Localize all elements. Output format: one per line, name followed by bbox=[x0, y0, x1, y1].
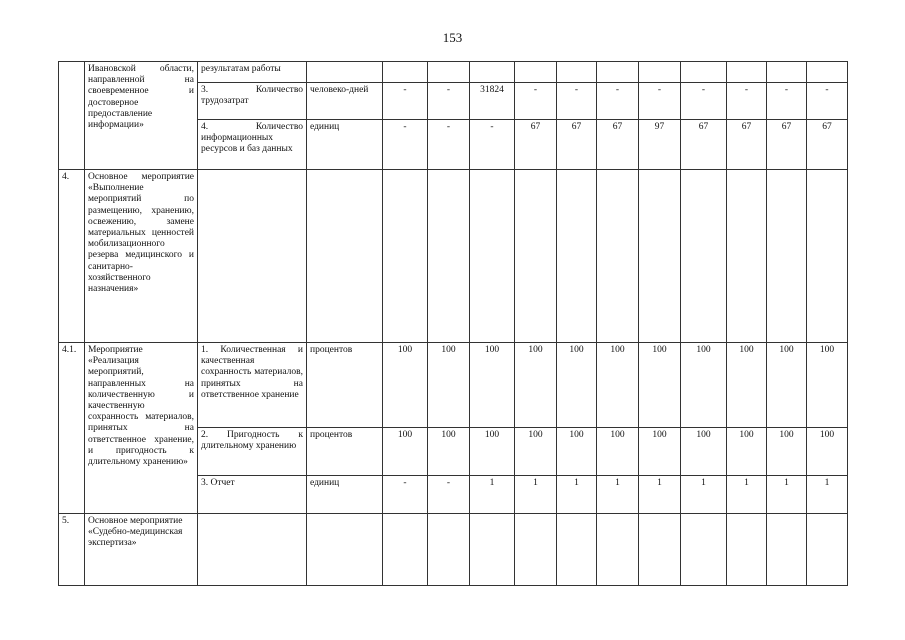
value-cell bbox=[807, 62, 848, 83]
value-cell bbox=[383, 170, 428, 343]
value-cell: - bbox=[557, 83, 597, 120]
table-row bbox=[59, 170, 848, 343]
value-cell: - bbox=[383, 120, 428, 170]
measure-name-cell: Ивановской области, направленной на своевременное и достоверное предоставление информации» bbox=[85, 62, 198, 170]
unit-cell bbox=[307, 170, 383, 343]
number-cell: 4. bbox=[59, 170, 85, 343]
table-row bbox=[59, 514, 848, 586]
value-cell: 1 bbox=[727, 476, 767, 514]
value-cell bbox=[807, 514, 848, 586]
value-cell: - bbox=[767, 83, 807, 120]
value-cell: 100 bbox=[428, 428, 470, 476]
indicator-cell: 3. Отчет bbox=[198, 476, 307, 514]
value-cell: 100 bbox=[428, 343, 470, 428]
value-cell: - bbox=[428, 476, 470, 514]
value-cell bbox=[515, 514, 557, 586]
value-cell: 100 bbox=[470, 343, 515, 428]
value-cell bbox=[681, 62, 727, 83]
indicator-cell bbox=[198, 170, 307, 343]
measure-name-cell: Основное мероприятие «Судебно-медицинская экспертиза» bbox=[85, 514, 198, 586]
value-cell bbox=[639, 170, 681, 343]
value-cell bbox=[767, 514, 807, 586]
table-row bbox=[59, 343, 848, 428]
value-cell: - bbox=[597, 83, 639, 120]
value-cell: 100 bbox=[681, 428, 727, 476]
value-cell: - bbox=[681, 83, 727, 120]
value-cell: 100 bbox=[515, 343, 557, 428]
unit-cell: единиц bbox=[307, 120, 383, 170]
value-cell: 1 bbox=[767, 476, 807, 514]
value-cell: 97 bbox=[639, 120, 681, 170]
indicator-cell: результатам работы bbox=[198, 62, 307, 83]
value-cell bbox=[597, 62, 639, 83]
value-cell: 67 bbox=[597, 120, 639, 170]
value-cell: 100 bbox=[807, 428, 848, 476]
value-cell: - bbox=[515, 83, 557, 120]
value-cell bbox=[807, 170, 848, 343]
value-cell: 67 bbox=[681, 120, 727, 170]
value-cell bbox=[767, 170, 807, 343]
value-cell: 1 bbox=[681, 476, 727, 514]
value-cell bbox=[428, 62, 470, 83]
value-cell bbox=[639, 62, 681, 83]
value-cell: 100 bbox=[807, 343, 848, 428]
value-cell bbox=[727, 62, 767, 83]
table-row bbox=[59, 62, 848, 83]
value-cell: 31824 bbox=[470, 83, 515, 120]
value-cell: 100 bbox=[767, 343, 807, 428]
value-cell bbox=[470, 514, 515, 586]
number-cell bbox=[59, 62, 85, 170]
value-cell: 67 bbox=[557, 120, 597, 170]
value-cell: 100 bbox=[597, 343, 639, 428]
value-cell bbox=[681, 514, 727, 586]
measure-name-cell: Основное мероприятие «Выполнение мероприятий по размещению, хранению, освежению, замене материальных ценностей мобилизационного резерва медицинского и санитарно-хозяйственного назначения» bbox=[85, 170, 198, 343]
value-cell: 67 bbox=[515, 120, 557, 170]
value-cell: - bbox=[428, 120, 470, 170]
unit-cell: единиц bbox=[307, 476, 383, 514]
value-cell bbox=[639, 514, 681, 586]
value-cell bbox=[557, 170, 597, 343]
value-cell: 67 bbox=[807, 120, 848, 170]
value-cell bbox=[428, 514, 470, 586]
value-cell: - bbox=[727, 83, 767, 120]
page-number: 153 bbox=[442, 30, 463, 45]
indicators-table bbox=[58, 61, 848, 586]
value-cell bbox=[597, 170, 639, 343]
value-cell: 100 bbox=[515, 428, 557, 476]
value-cell bbox=[428, 170, 470, 343]
value-cell bbox=[383, 62, 428, 83]
indicator-cell: 1. Количественная и качественная сохранность материалов, принятых на ответственное хранение bbox=[198, 343, 307, 428]
value-cell bbox=[727, 170, 767, 343]
value-cell bbox=[470, 170, 515, 343]
unit-cell: человеко-дней bbox=[307, 83, 383, 120]
value-cell: 100 bbox=[470, 428, 515, 476]
value-cell: - bbox=[470, 120, 515, 170]
value-cell: 67 bbox=[767, 120, 807, 170]
value-cell: 100 bbox=[383, 343, 428, 428]
value-cell bbox=[470, 62, 515, 83]
value-cell: 100 bbox=[383, 428, 428, 476]
value-cell bbox=[515, 170, 557, 343]
value-cell bbox=[515, 62, 557, 83]
value-cell bbox=[727, 514, 767, 586]
value-cell bbox=[557, 62, 597, 83]
value-cell: - bbox=[383, 83, 428, 120]
value-cell: 1 bbox=[515, 476, 557, 514]
value-cell: - bbox=[639, 83, 681, 120]
value-cell: 1 bbox=[639, 476, 681, 514]
value-cell: 100 bbox=[681, 343, 727, 428]
value-cell bbox=[767, 62, 807, 83]
value-cell bbox=[681, 170, 727, 343]
value-cell: 100 bbox=[597, 428, 639, 476]
value-cell: 1 bbox=[470, 476, 515, 514]
value-cell: 1 bbox=[597, 476, 639, 514]
value-cell bbox=[383, 514, 428, 586]
value-cell: 100 bbox=[767, 428, 807, 476]
value-cell: 100 bbox=[727, 343, 767, 428]
unit-cell: процентов bbox=[307, 343, 383, 428]
value-cell: - bbox=[383, 476, 428, 514]
value-cell: 100 bbox=[557, 343, 597, 428]
value-cell bbox=[557, 514, 597, 586]
value-cell: 100 bbox=[639, 428, 681, 476]
value-cell: 1 bbox=[557, 476, 597, 514]
value-cell: 100 bbox=[727, 428, 767, 476]
number-cell: 5. bbox=[59, 514, 85, 586]
measure-name-cell: Мероприятие «Реализация мероприятий, направленных на количественную и качественную сохранность материалов, принятых на ответственное хранение, и пригодность к длительному хранению» bbox=[85, 343, 198, 514]
value-cell: 1 bbox=[807, 476, 848, 514]
value-cell: - bbox=[428, 83, 470, 120]
unit-cell bbox=[307, 514, 383, 586]
value-cell: 100 bbox=[639, 343, 681, 428]
value-cell: 67 bbox=[727, 120, 767, 170]
value-cell: - bbox=[807, 83, 848, 120]
value-cell bbox=[597, 514, 639, 586]
indicator-cell: 3. Количество трудозатрат bbox=[198, 83, 307, 120]
indicator-cell: 4. Количество информационных ресурсов и баз данных bbox=[198, 120, 307, 170]
number-cell: 4.1. bbox=[59, 343, 85, 514]
indicator-cell: 2. Пригодность к длительному хранению bbox=[198, 428, 307, 476]
unit-cell: процентов bbox=[307, 428, 383, 476]
indicator-cell bbox=[198, 514, 307, 586]
unit-cell bbox=[307, 62, 383, 83]
value-cell: 100 bbox=[557, 428, 597, 476]
